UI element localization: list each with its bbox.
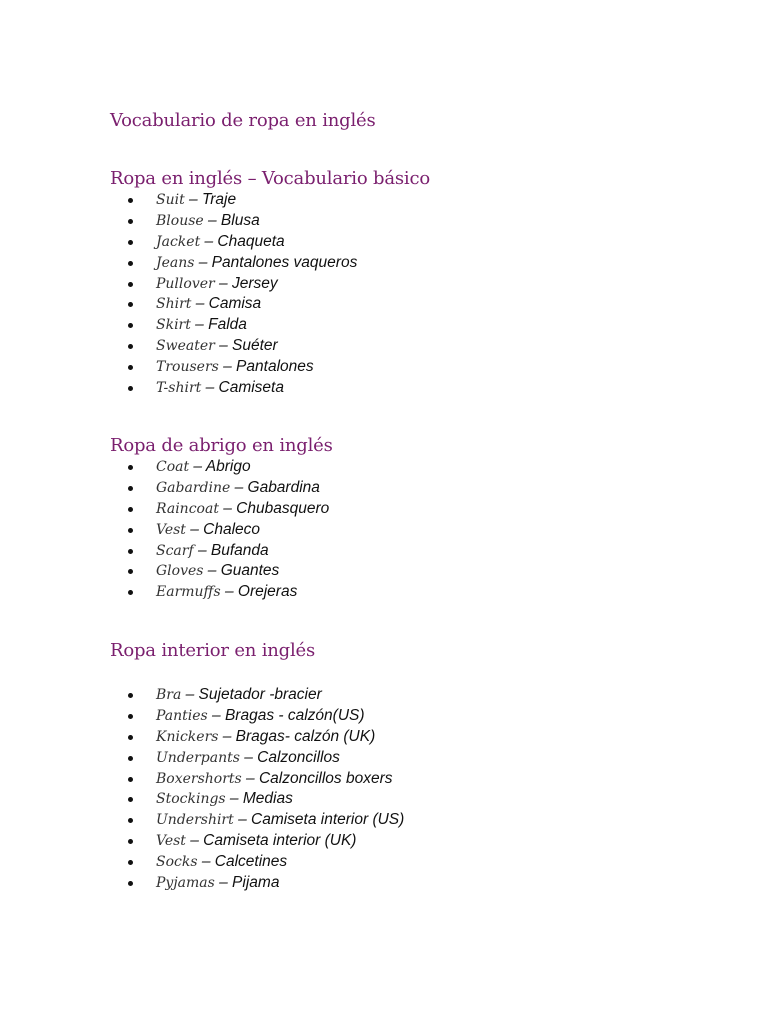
vocabulary-entry: [156, 810, 404, 831]
vocabulary-entry: [156, 852, 287, 873]
vocabulary-entry: [156, 378, 284, 399]
spanish-translation: – Guantes: [203, 562, 280, 580]
vocabulary-entry: [156, 315, 247, 336]
bullet-icon: [128, 549, 133, 554]
english-term: Stockings: [156, 791, 226, 808]
bullet-icon: [128, 465, 133, 470]
spanish-translation: – Sujetador -bracier: [181, 686, 322, 703]
bullet-icon: [128, 198, 133, 203]
english-term: Suit: [156, 192, 185, 208]
spanish-translation: – Calzoncillos boxers: [241, 769, 393, 787]
bullet-icon: [128, 756, 133, 761]
spanish-translation: – Camiseta interior (UK): [185, 832, 357, 850]
english-term: Earmuffs: [156, 584, 221, 601]
section-heading-underwear: Ropa interior en inglés: [110, 640, 316, 661]
vocabulary-entry: [156, 541, 269, 562]
bullet-icon: [128, 777, 133, 782]
bullet-icon: [128, 569, 133, 574]
english-term: Pyjamas: [156, 875, 215, 892]
english-term: Skirt: [156, 317, 191, 334]
bullet-icon: [128, 860, 133, 865]
vocabulary-entry: [156, 727, 375, 748]
vocabulary-entry: [156, 561, 279, 582]
vocabulary-entry: [156, 520, 260, 541]
spanish-translation: – Suéter: [214, 337, 278, 355]
document-title: Vocabulario de ropa en inglés: [110, 110, 376, 131]
vocabulary-entry: [156, 706, 365, 727]
english-term: Jacket: [156, 233, 201, 250]
vocabulary-entry: [156, 253, 357, 274]
bullet-icon: [128, 219, 133, 224]
spanish-translation: – Traje: [184, 191, 237, 208]
vocabulary-entry: [156, 789, 293, 810]
vocabulary-entry: [156, 457, 251, 478]
spanish-translation: – Calzoncillos: [239, 748, 340, 766]
english-term: Sweater: [156, 338, 215, 355]
spanish-translation: – Calcetines: [197, 853, 288, 871]
english-term: Vest: [156, 521, 186, 538]
section-heading-outerwear: Ropa de abrigo en inglés: [110, 435, 333, 456]
bullet-icon: [128, 881, 133, 886]
english-term: T-shirt: [156, 380, 202, 397]
bullet-icon: [128, 735, 133, 740]
section-heading-basic: Ropa en inglés – Vocabulario básico: [110, 168, 430, 189]
bullet-icon: [128, 818, 133, 823]
vocabulary-entry: [156, 232, 285, 253]
english-term: Coat: [156, 459, 190, 475]
spanish-translation: – Camiseta: [201, 379, 284, 397]
english-term: Undershirt: [156, 812, 234, 829]
spanish-translation: – Falda: [190, 316, 247, 334]
english-term: Gloves: [156, 563, 204, 580]
vocabulary-entry: [156, 336, 278, 357]
bullet-icon: [128, 797, 133, 802]
english-term: Knickers: [156, 728, 219, 745]
spanish-translation: – Bragas - calzón(US): [207, 706, 365, 724]
spanish-translation: – Gabardina: [230, 478, 320, 496]
spanish-translation: – Pantalones: [218, 358, 314, 376]
vocabulary-entry: [156, 357, 314, 378]
english-term: Socks: [156, 854, 198, 871]
bullet-icon: [128, 486, 133, 491]
vocabulary-entry: [156, 499, 329, 520]
spanish-translation: – Medias: [225, 790, 293, 808]
spanish-translation: – Pantalones vaqueros: [194, 253, 358, 271]
vocabulary-entry: [156, 831, 356, 852]
english-term: Gabardine: [156, 479, 231, 496]
spanish-translation: – Chubasquero: [218, 499, 330, 517]
vocabulary-entry: [156, 685, 322, 706]
spanish-translation: – Chaleco: [185, 520, 261, 538]
bullet-icon: [128, 365, 133, 370]
bullet-icon: [128, 386, 133, 391]
vocabulary-entry: [156, 478, 320, 499]
bullet-icon: [128, 282, 133, 287]
bullet-icon: [128, 302, 133, 307]
bullet-icon: [128, 344, 133, 349]
spanish-translation: – Chaqueta: [200, 232, 285, 250]
english-term: Boxershorts: [156, 770, 242, 787]
english-term: Vest: [156, 833, 186, 850]
spanish-translation: – Camisa: [191, 295, 262, 313]
bullet-icon: [128, 714, 133, 719]
spanish-translation: – Bragas- calzón (UK): [218, 727, 376, 745]
english-term: Underpants: [156, 749, 240, 766]
english-term: Raincoat: [156, 500, 219, 517]
spanish-translation: – Pijama: [214, 874, 280, 892]
spanish-translation: – Abrigo: [189, 458, 251, 475]
vocabulary-entry: [156, 190, 236, 211]
vocabulary-entry: [156, 294, 261, 315]
bullet-icon: [128, 323, 133, 328]
english-term: Scarf: [156, 542, 194, 559]
english-term: Shirt: [156, 296, 192, 313]
vocabulary-entry: [156, 274, 278, 295]
vocabulary-entry: [156, 582, 297, 603]
spanish-translation: – Blusa: [203, 211, 260, 229]
bullet-icon: [128, 240, 133, 245]
english-term: Panties: [156, 707, 208, 724]
spanish-translation: – Bufanda: [193, 541, 269, 559]
english-term: Pullover: [156, 275, 215, 292]
vocabulary-entry: [156, 211, 260, 232]
spanish-translation: – Camiseta interior (US): [233, 811, 405, 829]
vocabulary-entry: [156, 748, 340, 769]
english-term: Bra: [156, 687, 182, 703]
vocabulary-entry: [156, 873, 279, 894]
bullet-icon: [128, 693, 133, 698]
bullet-icon: [128, 261, 133, 266]
bullet-icon: [128, 528, 133, 533]
spanish-translation: – Jersey: [214, 274, 278, 292]
english-term: Jeans: [156, 254, 195, 271]
bullet-icon: [128, 590, 133, 595]
bullet-icon: [128, 507, 133, 512]
vocabulary-entry: [156, 769, 393, 790]
spanish-translation: – Orejeras: [220, 583, 298, 601]
english-term: Blouse: [156, 212, 204, 229]
bullet-icon: [128, 839, 133, 844]
english-term: Trousers: [156, 359, 219, 376]
